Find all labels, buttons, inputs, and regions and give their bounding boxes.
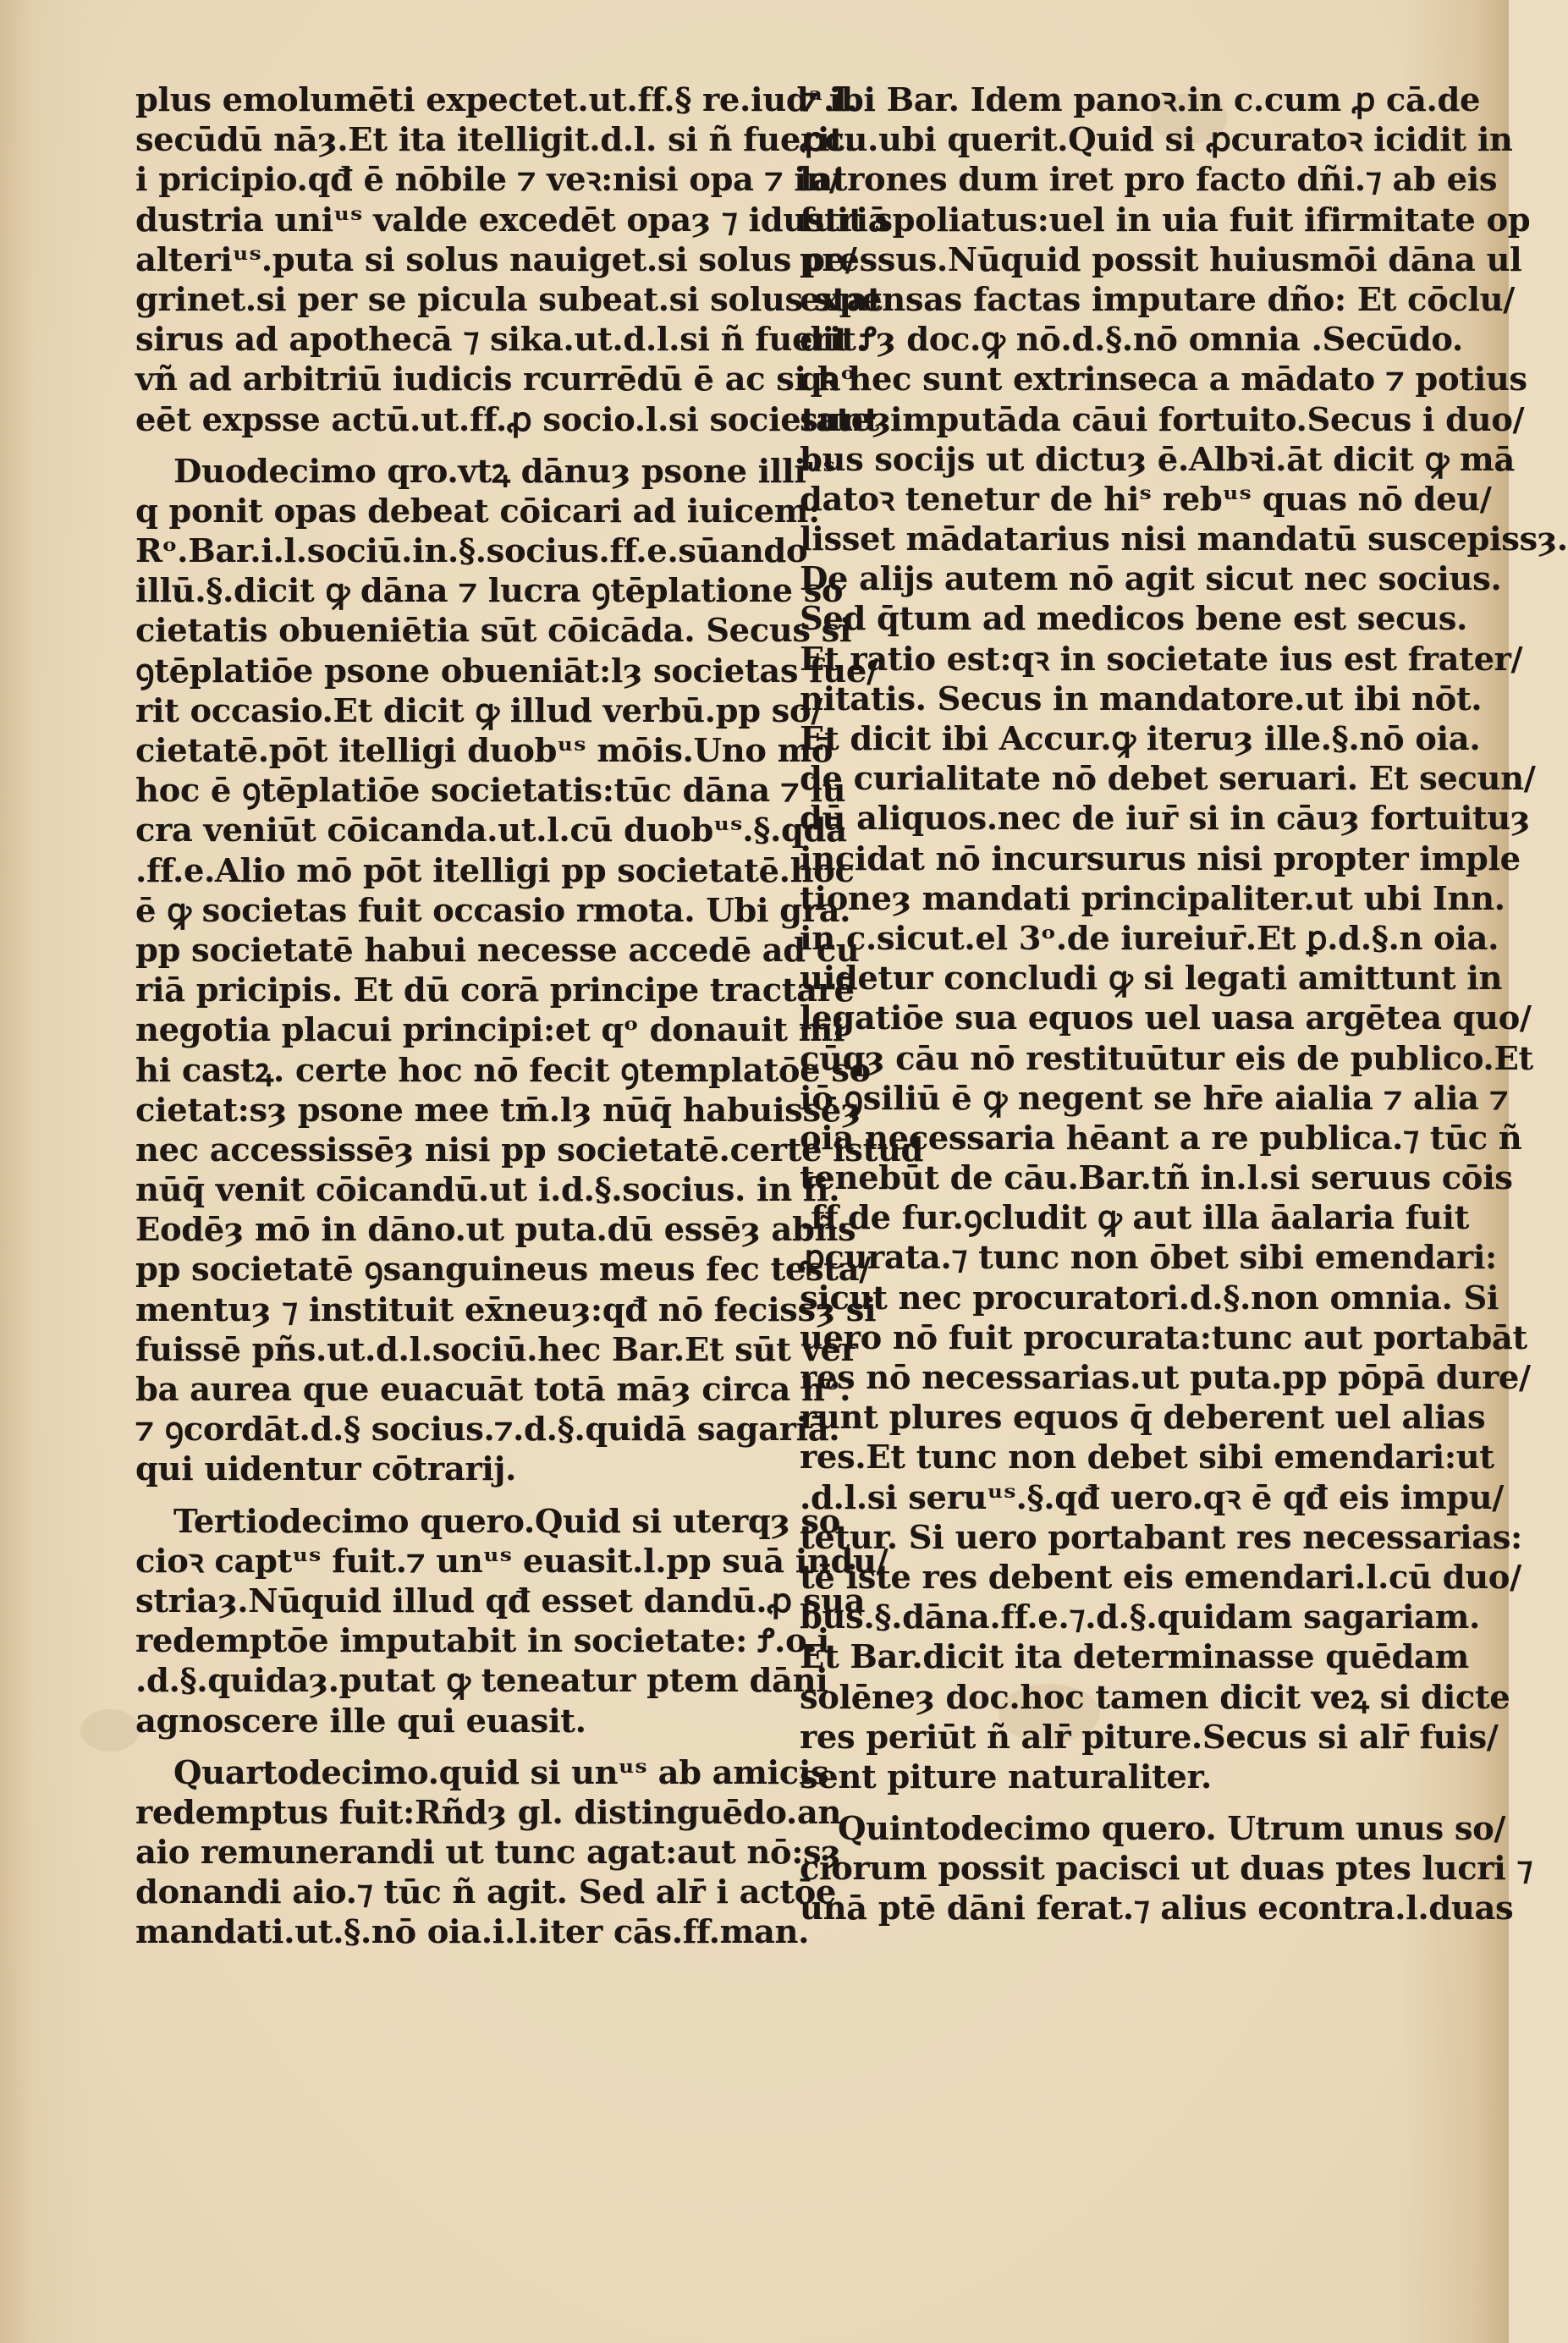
text-line: sirus ad apothecā ⁊ sika.ut.d.l.si ñ fuerit. [135, 321, 867, 360]
text-line: iō ꝯsiliū ē ꝙ negent se hr̄e aialia ⁊ alia ⁊ [800, 1079, 1509, 1118]
text-line: incidat nō incursurus nisi propter imple [800, 839, 1521, 878]
text-line: secūdū nāȝ.Et ita itelligit.d.l. si ñ fuerit. [135, 121, 856, 160]
paragraph-gap [135, 1490, 762, 1502]
text-line: Sed q̄tum ad medicos bene est secus. [800, 600, 1468, 639]
text-line: q ponit opas debeat cōicari ad iuicem: [135, 492, 820, 531]
paper-stain [80, 1709, 140, 1752]
text-line: illū.§.dicit ꝙ dāna ⁊ lucra ꝯtēplatione so [135, 572, 844, 611]
text-line: res nō necessarias.ut puta.pp pōpā dure/ [800, 1359, 1531, 1397]
text-line: uidetur concludi ꝙ si legati amittunt in [800, 960, 1503, 998]
text-line: legatiōe sua equos uel uasa argētea quo/ [800, 999, 1532, 1038]
text-line: donandi aio.⁊ tūc ñ agit. Sed alr̄ i actōe [135, 1873, 836, 1912]
text-line: striaȝ.Nūquid illud qđ esset dandū.ꝓ sua [135, 1581, 866, 1620]
text-line: ⁊ ibi Bar. Idem panoꝛ.in c.cum ꝓ cā.de [800, 81, 1481, 119]
text-line: unā ptē dāni ferat.⁊ alius econtra.l.duas [800, 1889, 1514, 1928]
text-line: lisset mādatarius nisi mandatū suscepissȝ. [800, 520, 1568, 559]
text-line: solēneȝ doc.hoc tamen dicit veꝝ si dicte [800, 1678, 1510, 1717]
text-line: hoc ē ꝯtēplatiōe societatis:tūc dāna ⁊ lu [135, 772, 846, 811]
text-line: fuissē pñs.ut.d.l.sociū.hec Bar.Et sūt ver [135, 1330, 858, 1369]
text-line: Quartodecimo.quid si unᵘˢ ab amicis [173, 1753, 829, 1792]
text-line: Duodecimo qro.vtꝝ dānuȝ psone illiᵘˢ [173, 452, 835, 491]
text-line: oia necessaria hēant a re publica.⁊ tūc ñ [800, 1119, 1522, 1158]
text-line: De alijs autem nō agit sicut nec socius. [800, 560, 1502, 599]
text-line: ba aurea que euacuāt totā māȝ circa hᵒ. [135, 1371, 851, 1409]
text-line: .ff.e.Alio mō pōt itelligi pp societatē.hoc [135, 851, 855, 890]
text-line: nec accessissēȝ nisi pp societatē.certe istud [135, 1130, 924, 1169]
paragraph-gap [135, 440, 762, 452]
text-line: runt plures equos q̄ deberent uel alias [800, 1399, 1486, 1438]
text-line: Tertiodecimo quero.Quid si uterqȝ so [173, 1502, 840, 1541]
text-line: cūqȝ cāu nō restituūtur eis de publico.Et [800, 1039, 1533, 1078]
left-text-column [135, 80, 924, 1953]
text-line: nitatis. Secus in mandatore.ut ibi nōt. [800, 679, 1483, 718]
text-line: ꝓcu.ubi querit.Quid si ꝓcuratoꝛ icidit in [800, 121, 1513, 160]
text-line: redemptōe imputabit in societate: Ꝭ.o.i [135, 1622, 829, 1661]
text-line: i pricipio.qđ ē nōbile ⁊ veꝛ:nisi opa ⁊ in/ [135, 161, 841, 200]
text-line: alteriᵘˢ.puta si solus nauiget.si solus pe/ [135, 240, 857, 279]
text-line: bus.§.dāna.ff.e.⁊.d.§.quidam sagariam. [800, 1598, 1481, 1637]
text-line: Rᵒ.Bar.i.l.sociū.in.§.socius.ff.e.sūando [135, 532, 808, 571]
text-line: riā pricipis. Et dū corā principe tractarē [135, 971, 855, 1010]
text-line: latrones dum iret pro facto dñi.⁊ ab eis [800, 161, 1498, 200]
text-line: de curialitate nō debet seruari. Et secun/ [800, 760, 1536, 799]
text-line: plus emolumēti expectet.ut.ff.§ re.iudᵃ.l. [135, 81, 858, 119]
text-line: .d.l.si seruᵘˢ.§.qđ uero.qꝛ ē qđ eis impu/ [800, 1478, 1504, 1517]
text-line: cietatis obueniētia sūt cōicāda. Secus si [135, 612, 852, 651]
text-line: mentuȝ ⁊ instituit ex̄neuȝ:qđ nō fecissȝ si [135, 1290, 877, 1329]
text-line: res.Et tunc non debet sibi emendari:ut [800, 1438, 1494, 1477]
text-line: sent piture naturaliter. [800, 1757, 1212, 1796]
text-line: dustria uniᵘˢ valde excedēt opaȝ ⁊ idustriā [135, 201, 889, 239]
text-line: expensas factas imputare dño: Et cōclu/ [800, 280, 1515, 319]
text-line: tenebūt de cāu.Bar.tñ in.l.si seruus cōis [800, 1159, 1513, 1198]
text-line: eēt expsse actū.ut.ff.ꝓ socio.l.si societateȝ. [135, 400, 902, 439]
text-line: ꝯtēplatiōe psone obueniāt:lȝ societas fue/ [135, 652, 878, 690]
text-line: Et Bar.dicit ita determinasse quēdam [800, 1638, 1469, 1677]
text-line: sunt imputāda cāui fortuito.Secus i duo/ [800, 400, 1525, 439]
text-line: negotia placui principi:et qᵒ donauit mi [135, 1011, 845, 1050]
paragraph-gap [800, 1797, 1396, 1809]
text-line: cietat:sȝ psone mee tm̄.lȝ nūq̄ habuissēȝ [135, 1091, 861, 1130]
text-line: agnoscere ille qui euasit. [135, 1702, 586, 1741]
text-line: .ff.de fur.ꝯcludit ꝙ aut illa āalaria fuit [800, 1199, 1470, 1238]
text-line: pp societatē habui necesse accedē ad cu [135, 931, 860, 970]
text-line: cra veniūt cōicanda.ut.l.cū duobᵘˢ.§.qdā [135, 811, 847, 850]
text-line: in c.sicut.el 3ᵒ.de iureiur̄.Et ꝑ.d.§.n oia. [800, 919, 1499, 958]
text-line: mandati.ut.§.nō oia.i.l.iter cās.ff.man. [135, 1913, 810, 1952]
text-line: rit occasio.Et dicit ꝙ illud verbū.pp so/ [135, 691, 823, 730]
text-line: redemptus fuit:Rñdȝ gl. distinguēdo.an [135, 1793, 842, 1832]
text-line: Quintodecimo quero. Utrum unus so/ [838, 1810, 1506, 1849]
text-line: nūq̄ venit cōicandū.ut i.d.§.socius. in fi. [135, 1171, 840, 1210]
text-line: ⁊ ꝯcordāt.d.§ socius.⁊.d.§.quidā sagariā. [135, 1411, 840, 1449]
text-line: uero nō fuit procurata:tunc aut portabāt [800, 1318, 1527, 1357]
text-line: aio remunerandi ut tunc agat:aut nō:sȝ [135, 1834, 841, 1873]
text-line: Et dicit ibi Accur.ꝙ iteruȝ ille.§.nō oia. [800, 720, 1481, 758]
text-line: ꝓcurata.⁊ tunc non ōbet sibi emendari: [800, 1239, 1497, 1278]
text-line: dit Ꝭȝ doc.ꝙ nō.d.§.nō omnia .Secūdo. [800, 321, 1463, 360]
text-line: cioꝛ captᵘˢ fuit.⁊ unᵘˢ euasit.l.pp suā indu/ [135, 1542, 889, 1581]
text-line: tetur. Si uero portabant res necessarias: [800, 1518, 1522, 1557]
text-line: grinet.si per se picula subeat.si solus stat [135, 280, 883, 319]
right-text-column [800, 80, 1568, 1929]
text-line: dū aliquos.nec de iur̄ si in cāuȝ fortuituȝ [800, 800, 1530, 839]
text-line: Et ratio est:qꝛ in societate ius est frater/ [800, 640, 1523, 679]
text-line: res periūt ñ alr̄ piture.Secus si alr̄ fuis/ [800, 1718, 1499, 1757]
text-line: tē iste res debent eis emendari.l.cū duo/ [800, 1558, 1521, 1597]
text-line: datoꝛ tenetur de hiˢ rebᵘˢ quas nō deu/ [800, 480, 1492, 519]
text-line: ē ꝙ societas fuit occasio rmota. Ubi gra. [135, 891, 851, 930]
paragraph-gap [135, 1741, 762, 1753]
text-line: cietatē.pōt itelligi duobᵘˢ mōis.Uno mō [135, 732, 834, 770]
text-line: bus socijs ut dictuȝ ē.Albꝛi.āt dicit ꝙ mā [800, 440, 1515, 479]
text-line: vñ ad arbitriū iudicis rcurrēdū ē ac si hᵒ [135, 360, 856, 399]
text-line: qꝛ hec sunt extrinseca a mādato ⁊ potius [800, 360, 1527, 399]
text-line: tioneȝ mandati principaliter.ut ubi Inn. [800, 879, 1505, 918]
text-line: qui uidentur cōtrarij. [135, 1450, 517, 1489]
text-line: pp societatē ꝯsanguineus meus fec testa/ [135, 1251, 871, 1290]
text-line: pressus.Nūquid possit huiusmōi dāna ul [800, 240, 1522, 279]
text-line: sicut nec procuratori.d.§.non omnia. Si [800, 1279, 1499, 1317]
text-line: .d.§.quidaȝ.putat ꝙ teneatur ptem dāni [135, 1662, 828, 1701]
text-line: ciorum possit pacisci ut duas ptes lucri ⁊ [800, 1850, 1533, 1889]
text-line: Eodēȝ mō in dāno.ut puta.dū essēȝ abñs [135, 1211, 856, 1250]
text-line: hi castꝝ. certe hoc nō fecit ꝯtemplatōe so [135, 1051, 871, 1090]
text-line: fuit spoliatus:uel in uia fuit ifirmitate op [800, 201, 1531, 239]
